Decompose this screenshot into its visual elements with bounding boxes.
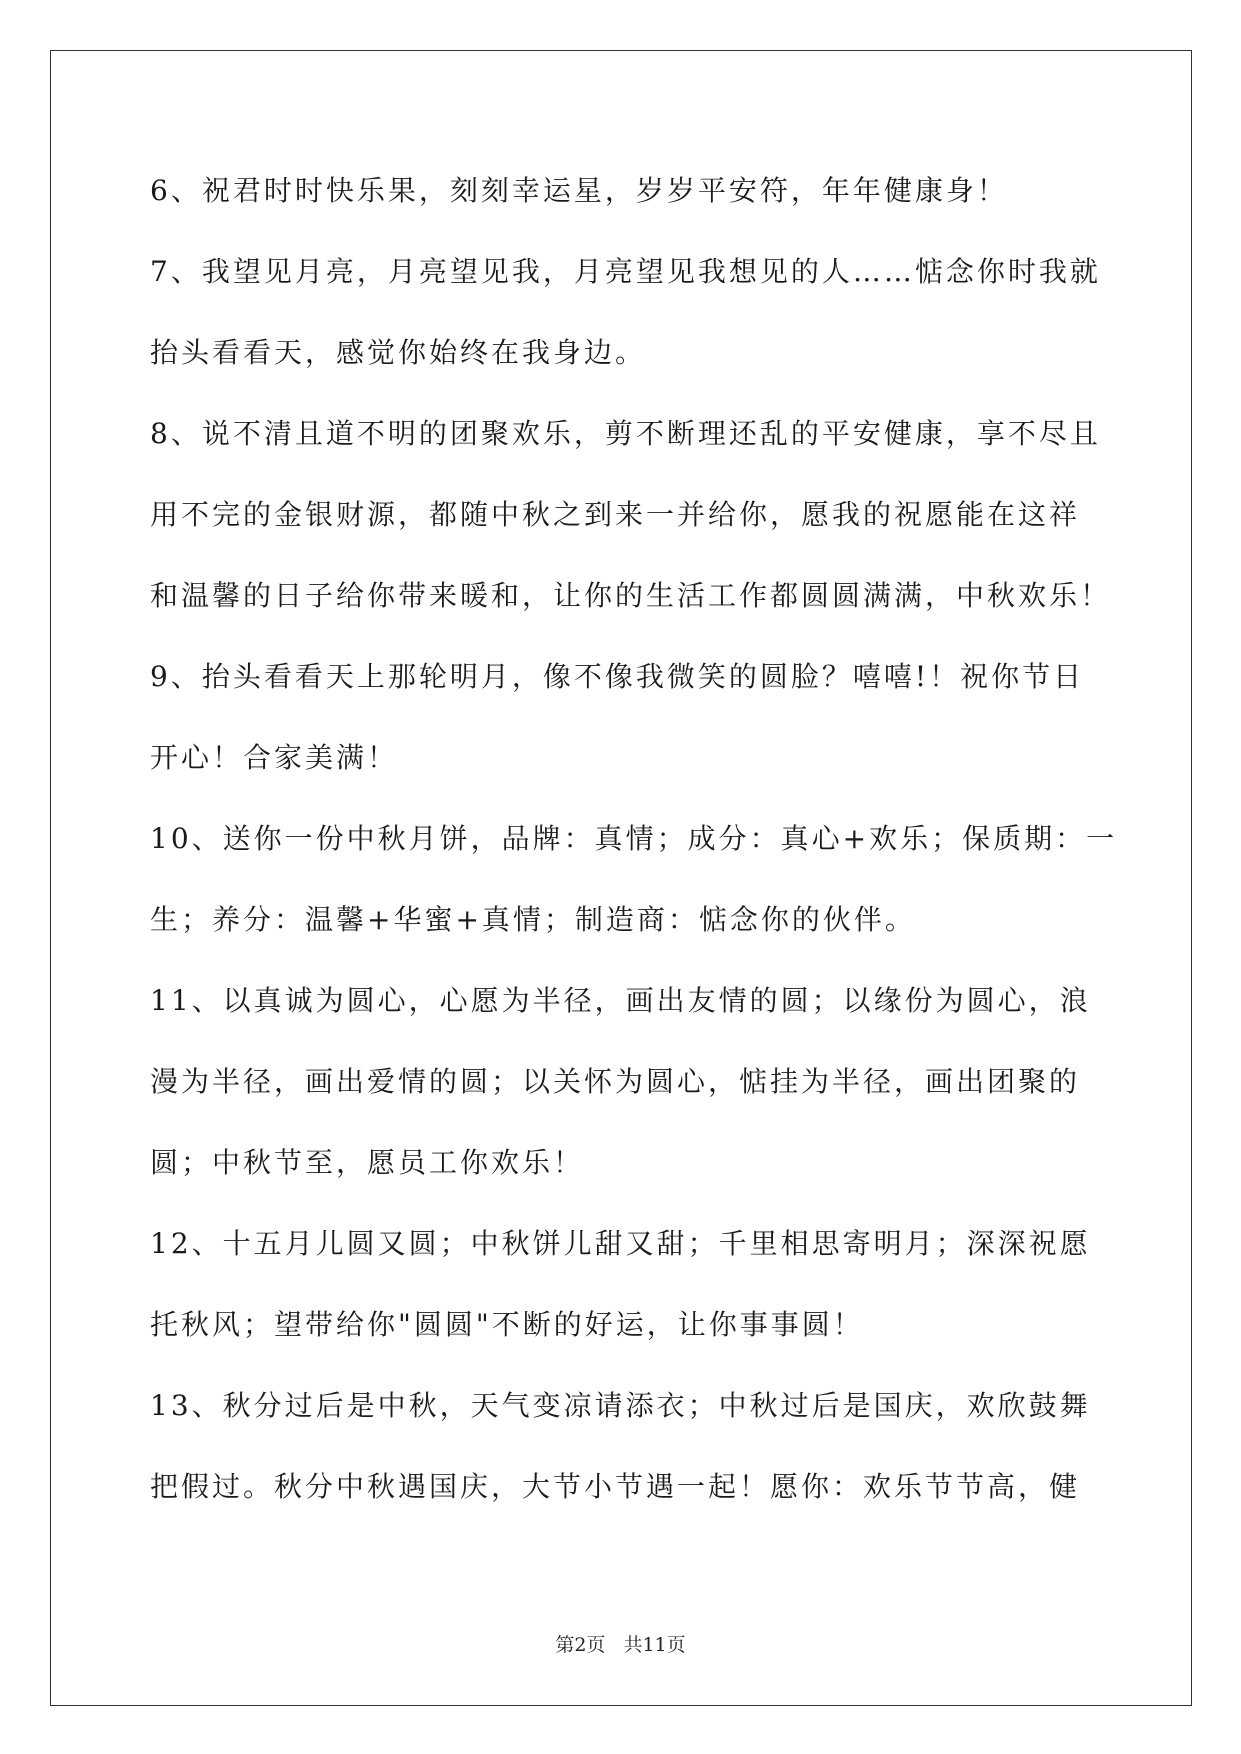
text-line: 9、抬头看看天上那轮明月，像不像我微笑的圆脸？嘻嘻!！祝你节日	[150, 660, 1085, 693]
text-line: 6、祝君时时快乐果，刻刻幸运星，岁岁平安符，年年健康身！	[150, 174, 1008, 207]
text-line: 把假过。秋分中秋遇国庆，大节小节遇一起！愿你：欢乐节节高，健	[150, 1470, 1081, 1503]
text-line: 漫为半径，画出爱情的圆；以关怀为圆心，惦挂为半径，画出团聚的	[150, 1065, 1081, 1098]
text-line: 8、说不清且道不明的团聚欢乐，剪不断理还乱的平安健康，享不尽且	[150, 417, 1101, 450]
text-line: 7、我望见月亮，月亮望见我，月亮望见我想见的人……惦念你时我就	[150, 255, 1101, 288]
text-line: 圆；中秋节至，愿员工你欢乐！	[150, 1146, 585, 1179]
text-line: 抬头看看天，感觉你始终在我身边。	[150, 336, 647, 369]
document-body	[150, 162, 1118, 1539]
text-line: 用不完的金银财源，都随中秋之到来一并给你，愿我的祝愿能在这祥	[150, 498, 1081, 531]
page-number: 第2页	[555, 1634, 606, 1656]
text-line: 13、秋分过后是中秋，天气变凉请添衣；中秋过后是国庆，欢欣鼓舞	[150, 1389, 1091, 1422]
page-footer	[0, 1630, 1241, 1657]
text-line: 开心！合家美满！	[150, 741, 399, 774]
text-line: 托秋风；望带给你"圆圆"不断的好运，让你事事圆！	[150, 1308, 864, 1341]
text-line: 11、以真诚为圆心，心愿为半径，画出友情的圆；以缘份为圆心，浪	[150, 984, 1091, 1017]
text-line: 生；养分：温馨+华蜜+真情；制造商：惦念你的伙伴。	[150, 903, 916, 936]
text-line: 和温馨的日子给你带来暖和，让你的生活工作都圆圆满满，中秋欢乐！	[150, 579, 1112, 612]
text-line: 12、十五月儿圆又圆；中秋饼儿甜又甜；千里相思寄明月；深深祝愿	[150, 1227, 1091, 1260]
text-line: 10、送你一份中秋月饼，品牌：真情；成分：真心+欢乐；保质期：一	[150, 822, 1118, 855]
page-total: 共11页	[623, 1634, 686, 1656]
